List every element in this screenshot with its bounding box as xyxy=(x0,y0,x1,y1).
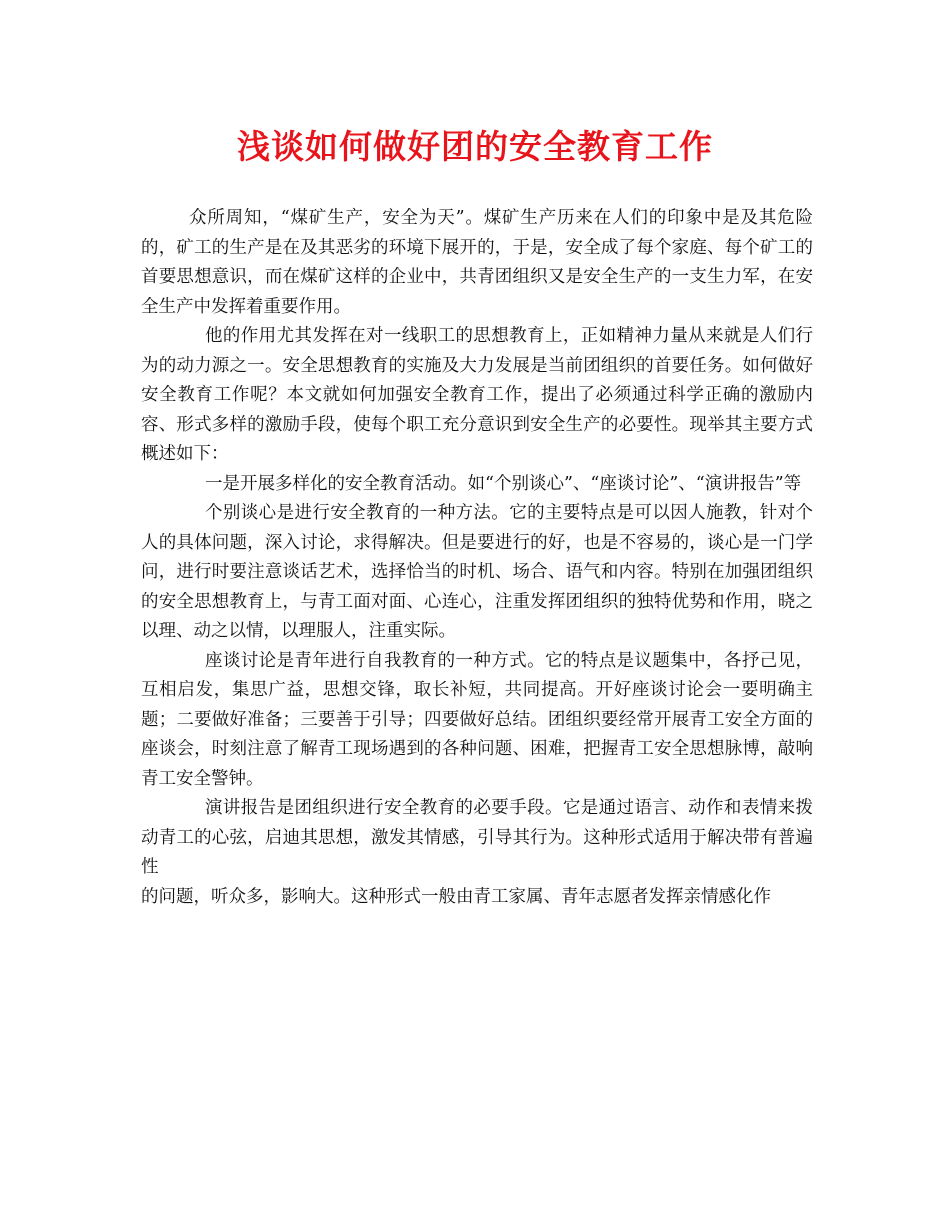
paragraph-individual-talk: 个别谈心是进行安全教育的一种方法。它的主要特点是可以因人施教，针对个人的具体问题，深入讨论，求得解决。但是要进行的好，也是不容易的，谈心是一门学问，进行时要注意谈话艺术，选择恰当的时机、场合、语气和内容。特别在加强团组织的安全思想教育上，与青工面对面、心连心，注重发挥团组织的独特优势和作用，晓之以理、动之以情，以理服人，注重实际。 xyxy=(141,503,813,641)
paragraph-continuation: 的问题，听众多，影响大。这种形式一般由青工家属、青年志愿者发挥亲情感化作 xyxy=(141,886,771,907)
paragraph-role: 他的作用尤其发挥在对一线职工的思想教育上，正如精神力量从来就是人们行为的动力源之一。安全思想教育的实施及大力发展是当前团组织的首要任务。如何做好安全教育工作呢？本文就如何加强安全教育工作，提出了必须通过科学正确的激励内容、形式多样的激励手段，使每个职工充分意识到安全生产的必要性。现举其主要方式概述如下： xyxy=(141,326,813,464)
paragraph-discussion: 座谈讨论是青年进行自我教育的一种方式。它的特点是议题集中，各抒己见，互相启发，集思广益，思想交锋，取长补短，共同提高。开好座谈讨论会一要明确主题；二要做好准备；三要善于引导；四要做好总结。团组织要经常开展青工安全方面的座谈会，时刻注意了解青工现场遇到的各种问题、困难，把握青工安全思想脉博，敲响青工安全警钟。 xyxy=(141,650,813,789)
paragraph-intro: 众所周知，“煤矿生产，安全为天”。煤矿生产历来在人们的印象中是及其危险的，矿工的生产是在及其恶劣的环境下展开的，于是，安全成了每个家庭、每个矿工的首要思想意识，而在煤矿这样的企业中，共青团组织又是安全生产的一支生力军，在安全生产中发挥着重要作用。 xyxy=(141,208,813,317)
document-title: 浅谈如何做好团的安全教育工作 xyxy=(237,127,713,166)
paragraph-activities: 一是开展多样化的安全教育活动。如“个别谈心”、“座谈讨论”、“演讲报告”等 xyxy=(205,473,802,494)
paragraph-speech-report: 演讲报告是团组织进行安全教育的必要手段。它是通过语言、动作和表情来拨动青工的心弦，启迪其思想，激发其情感，引导其行为。这种形式适用于解决带有普遍性 xyxy=(141,798,813,877)
document-body xyxy=(141,204,813,912)
